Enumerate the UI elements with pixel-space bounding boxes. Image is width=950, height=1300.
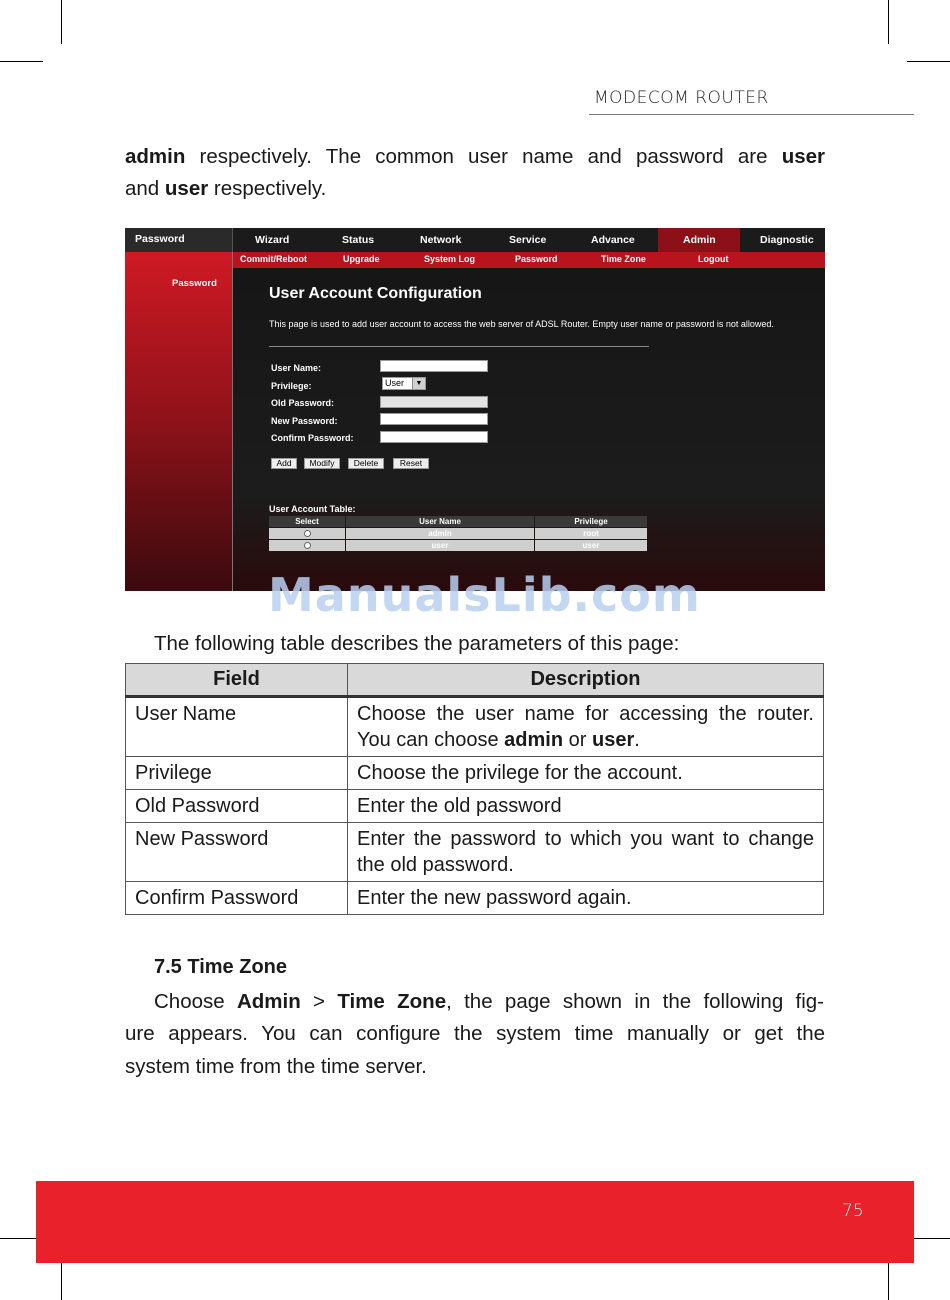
header-rule xyxy=(589,114,914,115)
user-table-title: User Account Table: xyxy=(269,504,356,514)
confirm-password-input[interactable] xyxy=(380,431,488,443)
table-row xyxy=(126,790,824,823)
desc-text: or xyxy=(563,729,592,751)
sidebar xyxy=(125,252,233,591)
table-row-privilege: user xyxy=(535,540,647,551)
sidebar-item-password[interactable]: Password xyxy=(172,278,217,289)
subnav-commit-reboot[interactable]: Commit/Reboot xyxy=(240,254,307,264)
section-paragraph-line1 xyxy=(154,986,824,1018)
intro-bold-admin: admin xyxy=(125,145,186,168)
table-row xyxy=(126,757,824,790)
subnav-upgrade[interactable]: Upgrade xyxy=(343,254,380,264)
nav-tab-service[interactable]: Service xyxy=(509,234,547,246)
crop-mark xyxy=(0,61,43,62)
table-header-select: Select xyxy=(269,516,345,527)
desc-bold: user xyxy=(591,729,635,751)
new-password-label: New Password: xyxy=(271,416,338,426)
reset-button[interactable]: Reset xyxy=(393,458,429,469)
table-row xyxy=(126,697,824,757)
old-password-input[interactable] xyxy=(380,396,488,408)
content-panel xyxy=(233,268,825,591)
page-number: 75 xyxy=(842,1201,864,1221)
section-paragraph-line3: system time from the time server. xyxy=(125,1055,427,1078)
user-name-label: User Name: xyxy=(271,363,322,373)
header-brand: MODECOM ROUTER xyxy=(594,88,769,108)
confirm-password-label: Confirm Password: xyxy=(271,433,354,443)
user-name-input[interactable] xyxy=(380,360,488,372)
new-password-input[interactable] xyxy=(380,413,488,425)
section-bold-time-zone: Time Zone xyxy=(337,990,447,1013)
old-password-label: Old Password: xyxy=(271,398,335,408)
row-radio[interactable] xyxy=(304,530,311,537)
chevron-down-icon: ▼ xyxy=(412,378,425,389)
section-paragraph-line2: ure appears. You can configure the system time manually or get the xyxy=(125,1022,825,1045)
description-cell: Enter the old password xyxy=(348,790,824,823)
nav-tab-admin[interactable]: Admin xyxy=(683,234,716,246)
table-intro: The following table describes the parameters of this page: xyxy=(154,632,680,655)
section-heading: 7.5 Time Zone xyxy=(154,956,288,978)
subnav-time-zone[interactable]: Time Zone xyxy=(601,254,646,264)
field-cell: Old Password xyxy=(126,790,348,823)
intro-bold-user: user xyxy=(164,177,209,200)
intro-text: and xyxy=(125,177,165,200)
router-screenshot xyxy=(125,228,825,591)
header-field: Field xyxy=(126,664,348,697)
crop-mark xyxy=(61,0,62,44)
section-text: , the page shown in the following fig- xyxy=(446,990,825,1013)
nav-section-title: Password xyxy=(135,233,185,245)
row-radio[interactable] xyxy=(304,542,311,549)
privilege-select[interactable] xyxy=(382,377,426,390)
table-row xyxy=(126,882,824,915)
subnav-logout[interactable]: Logout xyxy=(698,254,729,264)
subnav-password[interactable]: Password xyxy=(515,254,558,264)
page-title: User Account Configuration xyxy=(269,285,482,302)
desc-bold: admin xyxy=(504,729,564,751)
table-row-name: admin xyxy=(346,528,534,539)
description-cell: Enter the password to which you want to change the old password. xyxy=(348,823,824,882)
table-row-privilege: root xyxy=(535,528,647,539)
intro-paragraph xyxy=(125,141,825,173)
desc-text: . xyxy=(634,729,640,751)
table-row-select xyxy=(269,540,345,551)
sub-nav-bar xyxy=(232,252,825,268)
parameter-table xyxy=(125,663,824,915)
table-row xyxy=(126,823,824,882)
nav-tab-advance[interactable]: Advance xyxy=(591,234,635,246)
delete-button[interactable]: Delete xyxy=(348,458,384,469)
description-cell: Choose the privilege for the account. xyxy=(348,757,824,790)
field-cell: User Name xyxy=(126,697,348,757)
privilege-label: Privilege: xyxy=(271,381,312,391)
page-description: This page is used to add user account to access the web server of ADSL Router. Empty user name or password is not allowed. xyxy=(269,319,774,329)
nav-tab-diagnostic[interactable]: Diagnostic xyxy=(760,234,814,246)
crop-mark xyxy=(907,61,950,62)
field-cell: Privilege xyxy=(126,757,348,790)
field-cell: New Password xyxy=(126,823,348,882)
section-text: Choose xyxy=(154,990,237,1013)
intro-text: respectively. The common user name and password are xyxy=(185,145,782,168)
desc-text: Choose the user name for accessing the router. You can choose xyxy=(357,703,814,751)
table-row-select xyxy=(269,528,345,539)
divider xyxy=(269,346,649,347)
watermark: ManualsLib.com xyxy=(268,568,701,622)
table-header-user-name: User Name xyxy=(346,516,534,527)
footer-bar xyxy=(36,1181,914,1263)
subnav-system-log[interactable]: System Log xyxy=(424,254,476,264)
header-description: Description xyxy=(348,664,824,697)
table-header-row xyxy=(126,664,824,697)
intro-paragraph-line2 xyxy=(125,173,825,205)
nav-tab-wizard[interactable]: Wizard xyxy=(255,234,290,246)
description-cell xyxy=(348,697,824,757)
add-button[interactable]: Add xyxy=(271,458,297,469)
table-header-privilege: Privilege xyxy=(535,516,647,527)
intro-bold-user: user xyxy=(781,145,825,168)
section-bold-admin: Admin xyxy=(236,990,301,1013)
section-text: > xyxy=(300,990,338,1013)
field-cell: Confirm Password xyxy=(126,882,348,915)
modify-button[interactable]: Modify xyxy=(304,458,340,469)
description-cell: Enter the new password again. xyxy=(348,882,824,915)
nav-tab-network[interactable]: Network xyxy=(420,234,462,246)
nav-tab-status[interactable]: Status xyxy=(342,234,375,246)
top-nav-bar xyxy=(125,228,825,253)
crop-mark xyxy=(888,0,889,44)
intro-text: respectively. xyxy=(208,177,327,200)
table-row-name: user xyxy=(346,540,534,551)
privilege-value: User xyxy=(385,378,405,388)
